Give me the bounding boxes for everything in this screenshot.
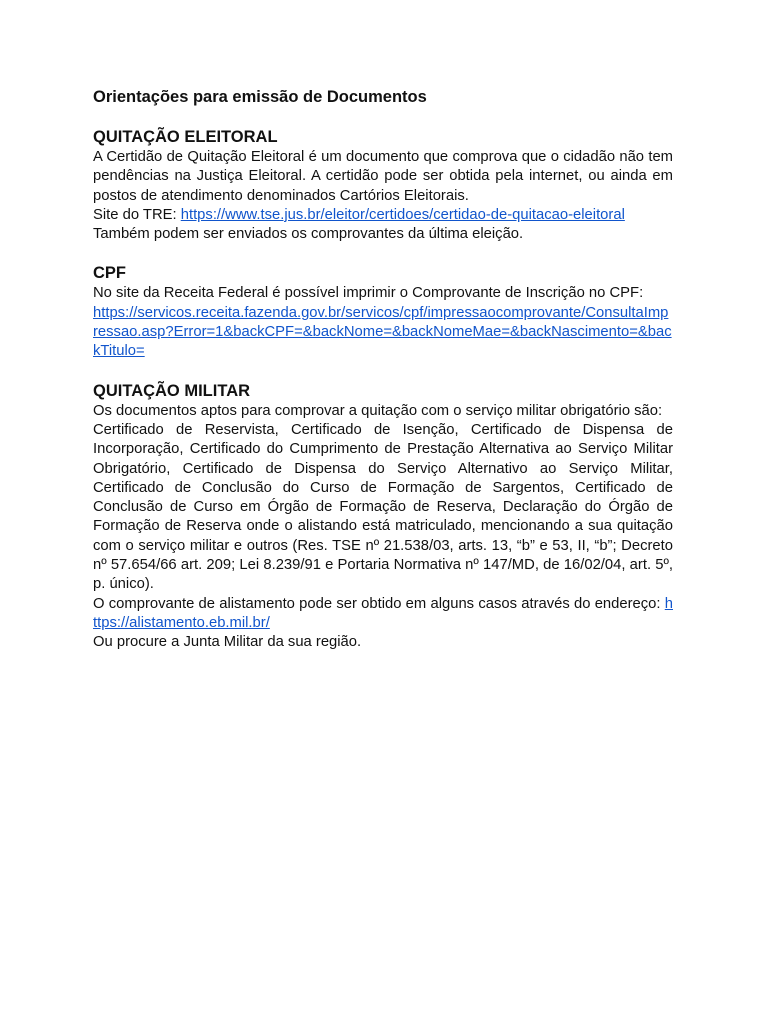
section-heading: QUITAÇÃO MILITAR — [93, 381, 251, 400]
section-heading: CPF — [93, 264, 126, 283]
section-quitacao-eleitoral — [93, 127, 673, 244]
section-heading: QUITAÇÃO ELEITORAL — [93, 128, 278, 146]
enlistment-text: O comprovante de alistamento pode ser obtido em alguns casos através do endereço: — [93, 595, 665, 612]
tre-site-link[interactable]: https://www.tse.jus.br/eleitor/certidoes/certidao-de-quitacao-eleitoral — [180, 206, 625, 223]
enlistment-link[interactable]: https://alistamento.eb.mil.br/ — [93, 595, 673, 631]
tre-site-line — [93, 206, 673, 225]
section-cpf — [93, 263, 673, 361]
section-note: Também podem ser enviados os comprovantes da última eleição. — [93, 226, 524, 243]
document-title: Orientações para emissão de Documentos — [93, 88, 427, 106]
enlistment-paragraph — [93, 595, 673, 634]
section-quitacao-militar — [93, 381, 673, 653]
documents-list-paragraph: Certificado de Reservista, Certificado de Isenção, Certificado de Dispensa de Incorporação, Certificado do Cumprimento de Prestação Alternativa ao Serviço Militar Obrigatório, Certificado de Dispensa do Serviço Alternativo ao Serviço Militar, Certificado de Conclusão do Curso de Formação de Sargentos, Certificado de Conclusão de Curso em Órgão de Formação de Reserva, Declaração do Órgão de Formação de Reserva onde o alistando está matriculado, mencionando a sua quitação com o serviço militar e outros (Res. TSE nº 21.538/03, arts. 13, “b” e 53, II, “b”; Decreto nº 57.654/66 art. 209; Lei 8.239/91 e Portaria Normativa nº 147/MD, de 16/02/04, art. 5º, p. único). — [93, 421, 673, 593]
section-intro: Os documentos aptos para comprovar a quitação com o serviço militar obrigatório são: — [93, 402, 663, 419]
document-page — [93, 86, 673, 653]
section-paragraph: No site da Receita Federal é possível imprimir o Comprovante de Inscrição no CPF: — [93, 285, 644, 302]
cpf-receita-link[interactable]: https://servicos.receita.fazenda.gov.br/servicos/cpf/impressaocomprovante/ConsultaImpressao.asp?Error=1&backCPF=&backNome=&backNomeMae=&backNascimento=&backTitulo= — [93, 304, 672, 360]
tre-site-label: Site do TRE: — [93, 206, 181, 223]
section-paragraph: A Certidão de Quitação Eleitoral é um documento que comprova que o cidadão não tem pendências na Justiça Eleitoral. A certidão pode ser obtida pela internet, ou ainda em postos de atendimento denominados Cartórios Eleitorais. — [93, 149, 673, 204]
closing-line: Ou procure a Junta Militar da sua região. — [93, 634, 362, 651]
cpf-link-line — [93, 304, 673, 362]
